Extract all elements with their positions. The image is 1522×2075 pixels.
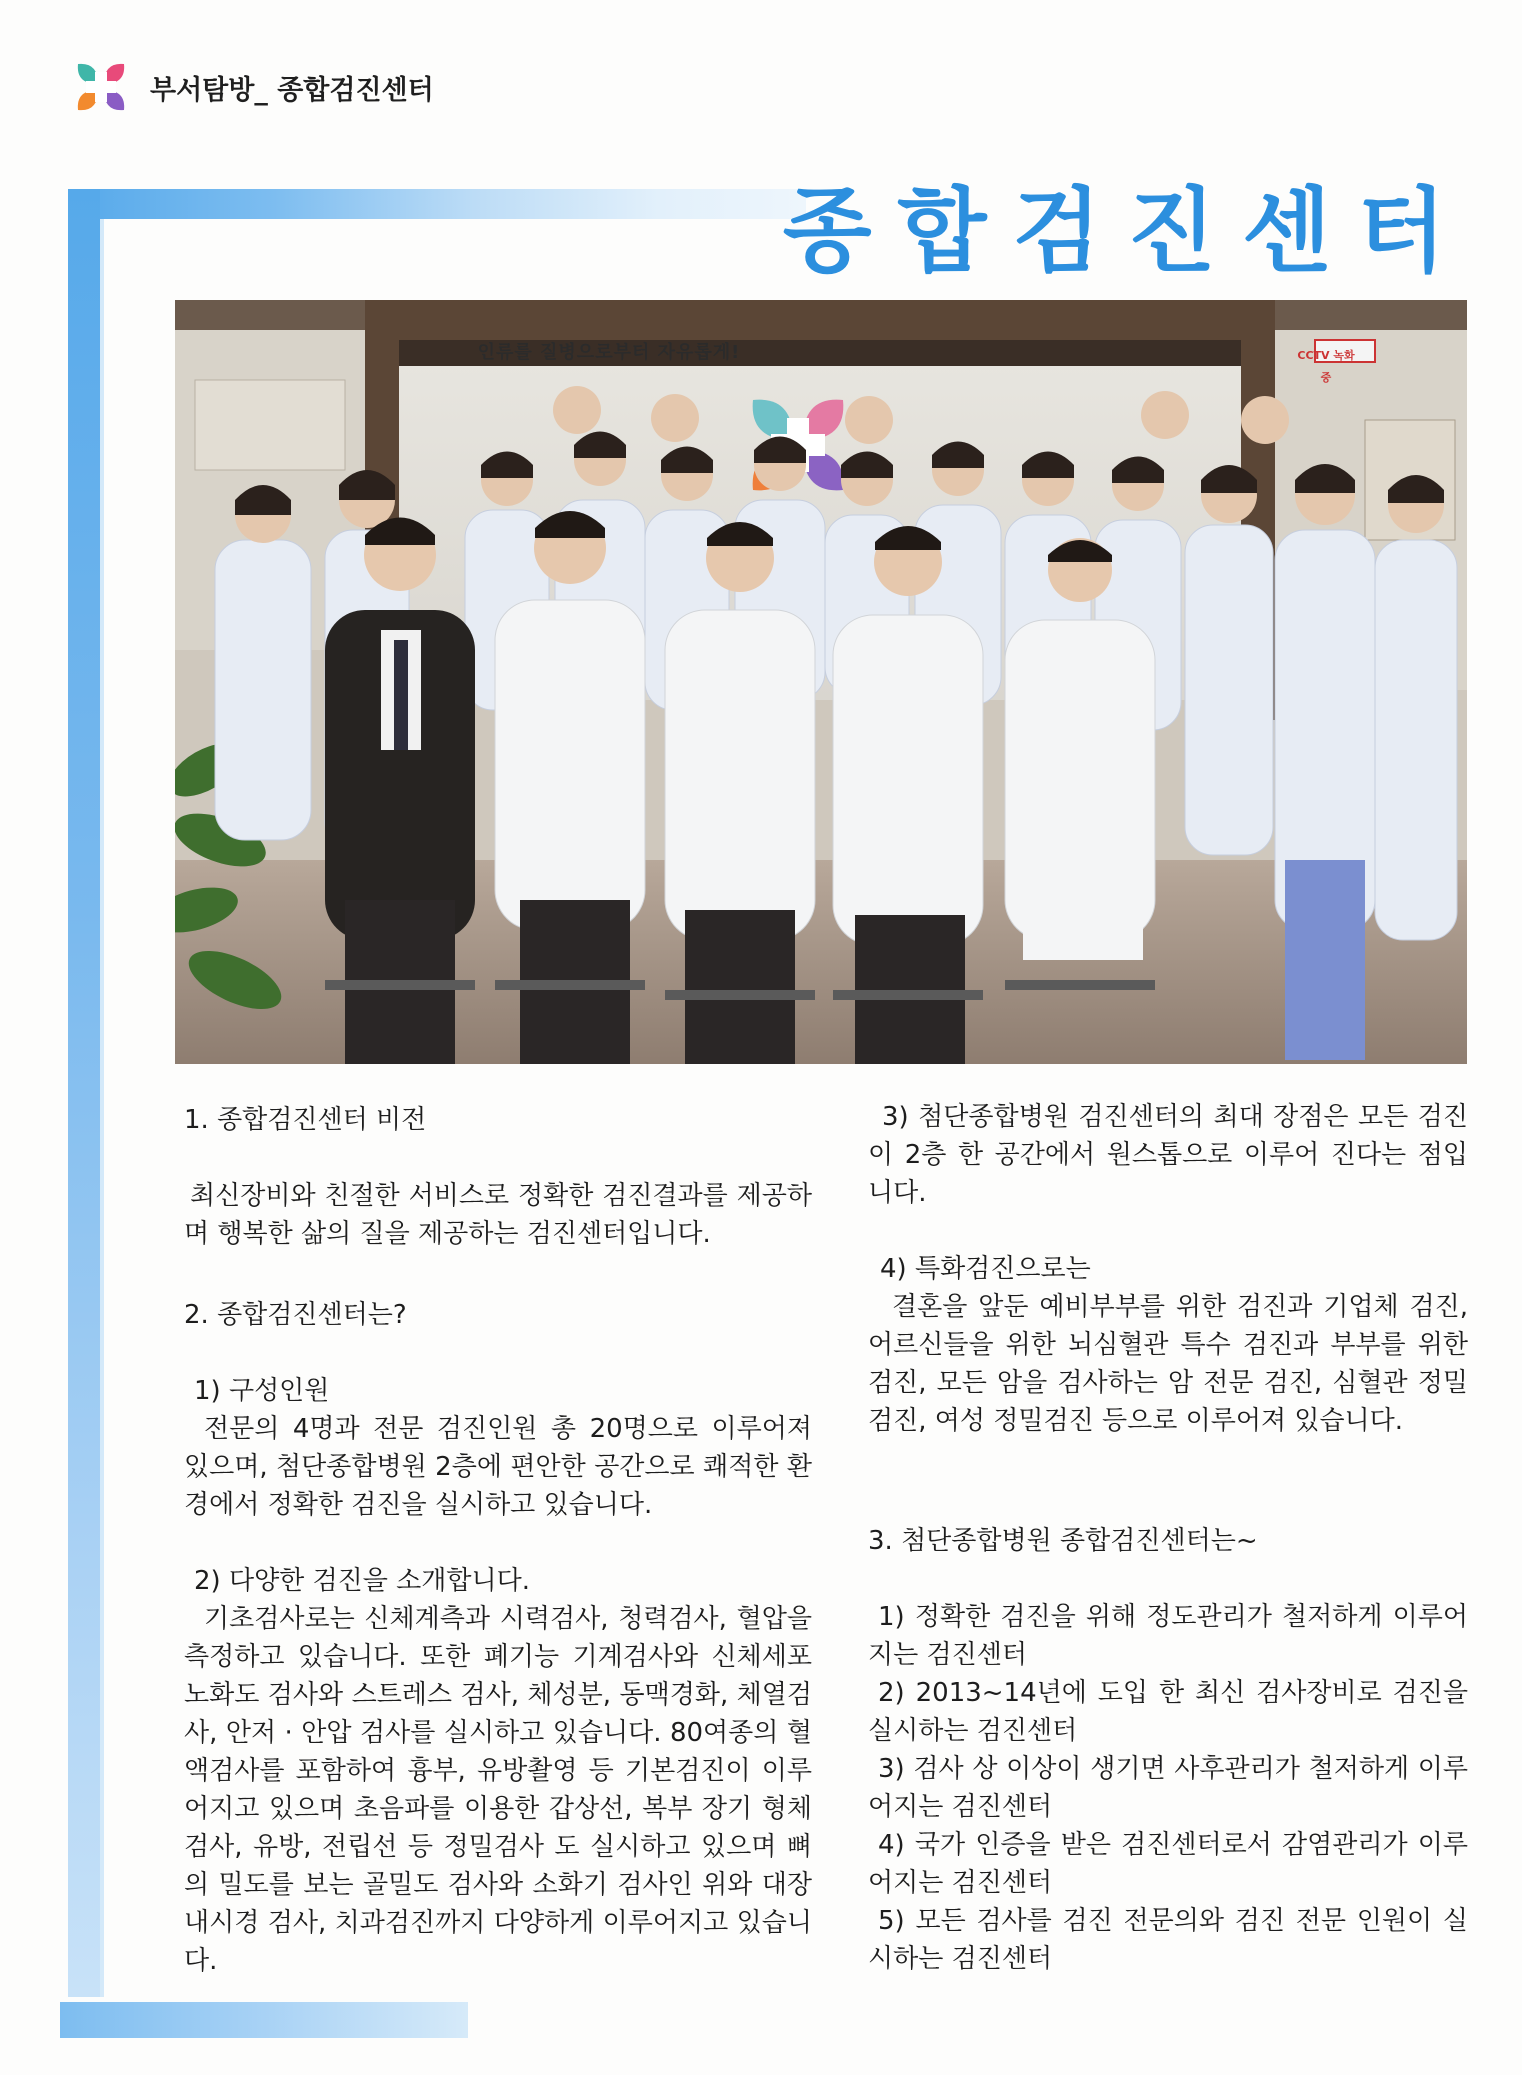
- feature-item: 5) 모든 검사를 검진 전문의와 검진 전문 인원이 실시하는 검진센터: [868, 1906, 1468, 1974]
- page-title: 종합검진센터: [782, 178, 1472, 285]
- staff-heading-block: [184, 1372, 822, 1410]
- frame-top-bar: [68, 189, 806, 219]
- vision-paragraph: [184, 1177, 812, 1253]
- special-paragraph: [868, 1288, 1468, 1440]
- features-heading: 3. 첨단종합병원 종합검진센터는~: [868, 1526, 1258, 1556]
- feature-item: 2) 2013~14년에 도입 한 최신 검사장비로 검진을 실시하는 검진센터: [868, 1678, 1468, 1746]
- group-photo: [175, 300, 1467, 1064]
- staff-paragraph: [184, 1410, 812, 1524]
- cctv-sign-text: CCTV 녹화중: [1297, 349, 1355, 384]
- exams-heading-block: [184, 1562, 822, 1600]
- special-text: 결혼을 앞둔 예비부부를 위한 검진과 기업체 검진, 어르신들을 위한 뇌심혈관 특수 검진과 부부를 위한 검진, 모든 암을 검사하는 암 전문 검진, 심혈관 정밀 검진, 여성 정밀검진 등으로 이루어져 있습니다.: [868, 1292, 1468, 1436]
- exams-heading: 2) 다양한 검진을 소개합니다.: [194, 1566, 531, 1596]
- special-heading-block: [868, 1250, 1480, 1288]
- clover-cross-logo-icon: [76, 62, 126, 112]
- about-heading-block: [184, 1296, 812, 1334]
- section-label: 부서탐방_ 종합검진센터: [150, 75, 434, 106]
- features-heading-block: [868, 1522, 1468, 1560]
- frame-bottom-bar: [60, 2002, 468, 2038]
- special-heading: 4) 특화검진으로는: [880, 1254, 1091, 1284]
- vision-heading: 1. 종합검진센터 비전: [184, 1105, 427, 1135]
- staff-text: 전문의 4명과 전문 검진인원 총 20명으로 이루어져 있으며, 첨단종합병원 2층에 편안한 공간으로 쾌적한 환경에서 정확한 검진을 실시하고 있습니다.: [184, 1414, 812, 1520]
- feature-item: 1) 정확한 검진을 위해 정도관리가 철저하게 이루어지는 검진센터: [868, 1602, 1468, 1670]
- frame-inner-line: [100, 219, 104, 1997]
- about-heading: 2. 종합검진센터는?: [184, 1300, 407, 1330]
- frame-left-bar: [68, 189, 100, 1997]
- advantage-paragraph: [868, 1098, 1468, 1212]
- advantage-text: 3) 첨단종합병원 검진센터의 최대 장점은 모든 검진이 2층 한 공간에서 원스톱으로 이루어 진다는 점입니다.: [868, 1102, 1468, 1208]
- exams-text: 기초검사로는 신체계측과 시력검사, 청력검사, 혈압을 측정하고 있습니다. 또한 폐기능 기계검사와 신체세포 노화도 검사와 스트레스 검사, 체성분, 동맥경화, 체열검사, 안저 · 안압 검사를 실시하고 있습니다. 80여종의 혈액검사를 포함하여 흉부, 유방촬영 등 기본검진이 이루어지고 있으며 초음파를 이용한 갑상선, 복부 장기 형체검사, 유방, 전립선 등 정밀검사 도 실시하고 있으며 뼈의 밀도를 보는 골밀도 검사와 소화기 검사인 위와 대장 내시경 검사, 치과검진까지 다양하게 이루어지고 있습니다.: [184, 1604, 812, 1976]
- feature-item: 4) 국가 인증을 받은 검진센터로서 감염관리가 이루어지는 검진센터: [868, 1830, 1468, 1898]
- vision-heading-block: [184, 1101, 812, 1139]
- features-list: [868, 1598, 1468, 1978]
- staff-heading: 1) 구성인원: [194, 1376, 330, 1406]
- photo-banner-text: 인류를 질병으로부터 자유롭게!: [477, 342, 741, 363]
- exams-paragraph: [184, 1600, 812, 1980]
- feature-item: 3) 검사 상 이상이 생기면 사후관리가 철저하게 이루어지는 검진센터: [868, 1754, 1468, 1822]
- vision-text: 최신장비와 친절한 서비스로 정확한 검진결과를 제공하며 행복한 삶의 질을 제공하는 검진센터입니다.: [184, 1181, 812, 1249]
